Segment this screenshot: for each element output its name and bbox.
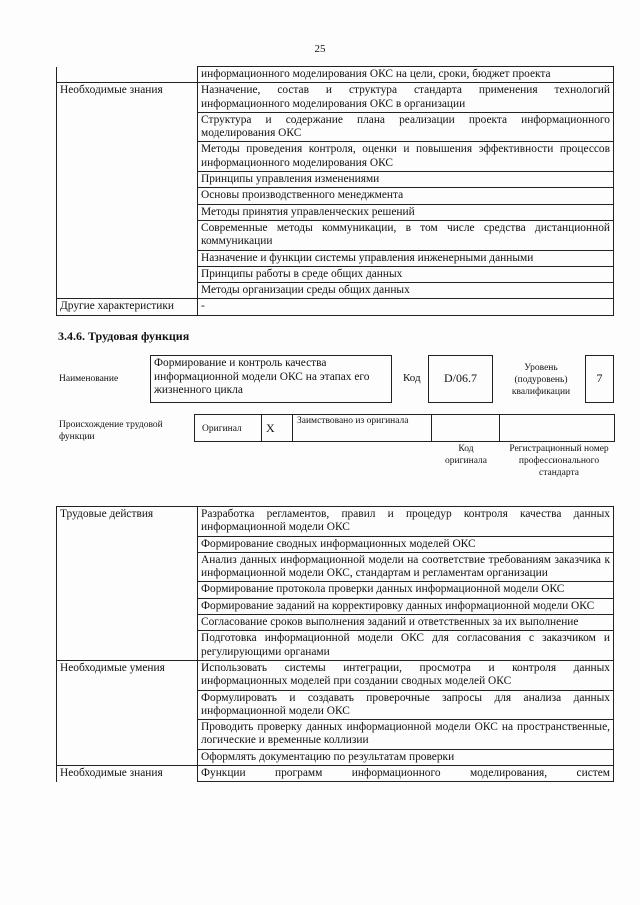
row-text: информационного моделирования ОКС на цели, сроки, бюджет проекта bbox=[198, 67, 614, 83]
row-label bbox=[57, 749, 198, 765]
row-text: Основы производственного менеджмента bbox=[198, 188, 614, 204]
borrowed-label: Заимствовано из оригинала bbox=[297, 416, 409, 426]
row-label bbox=[57, 266, 198, 282]
row-text: Проводить проверку данных информационной модели ОКС на пространственные, логические и временные коллизии bbox=[198, 720, 614, 750]
table-row bbox=[57, 220, 614, 250]
row-text: Формирование сводных информационных моделей ОКС bbox=[198, 536, 614, 552]
table-row bbox=[57, 172, 614, 188]
row-text: Принципы работы в среде общих данных bbox=[198, 266, 614, 282]
row-text: Методы организации среды общих данных bbox=[198, 283, 614, 299]
table-row bbox=[57, 536, 614, 552]
row-text: Методы принятия управленческих решений bbox=[198, 204, 614, 220]
row-text: Структура и содержание плана реализации проекта информационного моделирования ОКС bbox=[198, 112, 614, 142]
row-text: Подготовка информационной модели ОКС для согласования с заказчиком и регулирующими органами bbox=[198, 631, 614, 661]
table-row bbox=[57, 299, 614, 315]
row-text: Методы проведения контроля, оценки и повышения эффективности процессов информационного моделирования ОКС bbox=[198, 142, 614, 172]
row-text: Анализ данных информационной модели на соответствие требованиям заказчика к информационной модели ОКС, стандартам и регламентам организации bbox=[198, 552, 614, 582]
row-label: Необходимые умения bbox=[57, 660, 198, 690]
divider bbox=[499, 414, 500, 441]
name-box bbox=[150, 355, 392, 403]
table-row bbox=[57, 507, 614, 537]
row-label bbox=[57, 720, 198, 750]
row-text: Формулировать и создавать проверочные запросы для анализа данных информационной модели ОКС bbox=[198, 690, 614, 720]
original-mark: X bbox=[266, 421, 275, 435]
row-label bbox=[57, 283, 198, 299]
labor-actions-table bbox=[56, 506, 614, 782]
row-label bbox=[57, 204, 198, 220]
row-text: Современные методы коммуникации, в том числе средства дистанционной коммуникации bbox=[198, 220, 614, 250]
level-label: Уровень (подуровень) квалификации bbox=[511, 363, 571, 397]
section-title: 3.4.6. Трудовая функция bbox=[58, 329, 190, 343]
level-value: 7 bbox=[596, 371, 603, 385]
row-label: Другие характеристики bbox=[57, 299, 198, 315]
table-row bbox=[57, 660, 614, 690]
name-label: Наименование bbox=[59, 374, 119, 384]
row-text: - bbox=[198, 299, 614, 315]
original-label: Оригинал bbox=[202, 424, 242, 434]
table-row bbox=[57, 250, 614, 266]
row-label bbox=[57, 188, 198, 204]
level-box bbox=[585, 355, 614, 403]
row-label bbox=[57, 690, 198, 720]
row-label: Необходимые знания bbox=[57, 766, 198, 782]
table-row bbox=[57, 720, 614, 750]
table-row bbox=[57, 749, 614, 765]
row-label bbox=[57, 552, 198, 582]
row-label bbox=[57, 67, 198, 83]
row-label bbox=[57, 172, 198, 188]
table-row bbox=[57, 67, 614, 83]
divider bbox=[292, 414, 293, 441]
page-number: 25 bbox=[314, 43, 326, 55]
table-row bbox=[57, 615, 614, 631]
row-label bbox=[57, 598, 198, 614]
row-text: Использовать системы интеграции, просмотра и контроля данных информационных моделей при создании сводных моделей ОКС bbox=[198, 660, 614, 690]
row-text: Принципы управления изменениями bbox=[198, 172, 614, 188]
row-label bbox=[57, 536, 198, 552]
table-row bbox=[57, 631, 614, 661]
row-label bbox=[57, 220, 198, 250]
name-value: Формирование и контроль качества информационной модели ОКС на этапах его жизненного цикла bbox=[154, 357, 370, 396]
code-label: Код bbox=[403, 372, 421, 384]
table-row bbox=[57, 112, 614, 142]
row-text: Функции программ информационного моделирования, систем bbox=[198, 766, 614, 782]
table-row bbox=[57, 283, 614, 299]
table-row bbox=[57, 598, 614, 614]
row-label bbox=[57, 582, 198, 598]
row-text: Оформлять документацию по результатам проверки bbox=[198, 749, 614, 765]
table-row bbox=[57, 142, 614, 172]
table-row bbox=[57, 83, 614, 113]
code-box bbox=[428, 355, 493, 403]
row-label: Трудовые действия bbox=[57, 507, 198, 537]
row-text: Согласование сроков выполнения заданий и ответственных за их выполнение bbox=[198, 615, 614, 631]
row-text: Назначение, состав и структура стандарта применения технологий информационного моделирования ОКС в организации bbox=[198, 83, 614, 113]
table-row bbox=[57, 552, 614, 582]
code-value: D/06.7 bbox=[444, 371, 477, 385]
row-label bbox=[57, 631, 198, 661]
row-text: Формирование протокола проверки данных информационной модели ОКС bbox=[198, 582, 614, 598]
row-label bbox=[57, 142, 198, 172]
row-label bbox=[57, 250, 198, 266]
row-text: Разработка регламентов, правил и процедур контроля качества данных информационной модели ОКС bbox=[198, 507, 614, 537]
divider bbox=[261, 414, 262, 441]
row-text: Назначение и функции системы управления инженерными данными bbox=[198, 250, 614, 266]
table-row bbox=[57, 204, 614, 220]
knowledge-table bbox=[56, 66, 614, 316]
origin-label: Происхождение трудовой функции bbox=[59, 420, 163, 442]
table-row bbox=[57, 188, 614, 204]
reg-number-caption: Регистрационный номер профессионального стандарта bbox=[509, 444, 609, 478]
table-row bbox=[57, 690, 614, 720]
row-text: Формирование заданий на корректировку данных информационной модели ОКС bbox=[198, 598, 614, 614]
table-row bbox=[57, 582, 614, 598]
table-row bbox=[57, 766, 614, 782]
code-original-caption: Код оригинала bbox=[445, 444, 487, 466]
table-row bbox=[57, 266, 614, 282]
row-label bbox=[57, 112, 198, 142]
row-label bbox=[57, 615, 198, 631]
divider bbox=[431, 414, 432, 441]
row-label: Необходимые знания bbox=[57, 83, 198, 113]
